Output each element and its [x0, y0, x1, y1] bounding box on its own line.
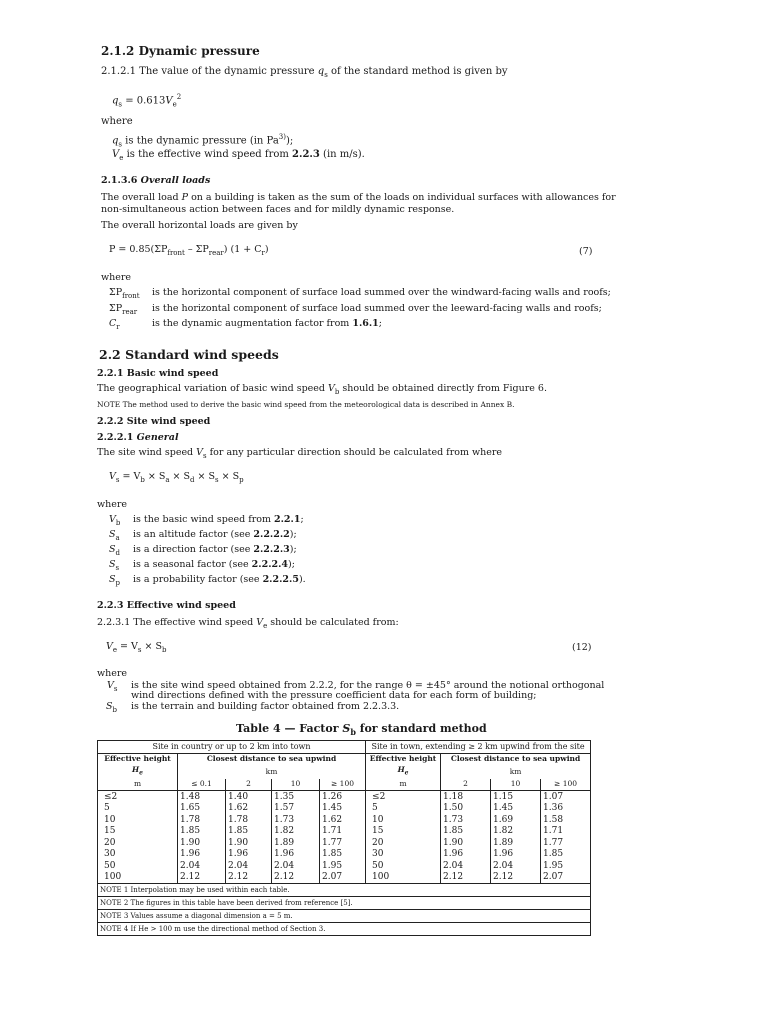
text: is the dynamic augmentation factor from — [152, 318, 353, 329]
subscript: p — [115, 578, 120, 587]
text: is an altitude factor (see — [133, 529, 254, 540]
symbol: V — [196, 447, 204, 458]
definition-text — [152, 318, 382, 329]
table-row — [98, 872, 591, 884]
symbol: V — [328, 383, 335, 394]
value-cell: 1.77 — [320, 837, 366, 849]
paragraph-line-2: non-simultaneous action between faces and for mildly dynamic response. — [101, 204, 455, 215]
value-cell: 1.18 — [441, 791, 491, 803]
reference: 2.2.2.4 — [251, 559, 289, 570]
subscript: rear — [122, 307, 138, 316]
height-cell: 5 — [98, 803, 178, 815]
text: × S — [218, 471, 240, 482]
value-cell: 1.35 — [272, 791, 320, 803]
subscript: s — [118, 100, 122, 109]
text: × S — [169, 471, 191, 482]
value-cell: 1.82 — [491, 826, 541, 838]
symbol: V — [109, 471, 116, 482]
text: = V — [117, 641, 138, 652]
section-heading-2-1-3-6 — [101, 175, 210, 186]
symbol: q — [317, 66, 325, 77]
height-cell: 30 — [366, 849, 441, 861]
table-header-row — [98, 765, 591, 779]
text: is a probability factor (see — [133, 574, 263, 585]
symbol: H — [132, 765, 140, 774]
value-cell: 1.40 — [226, 791, 272, 803]
note-row — [98, 897, 591, 910]
subscript: s — [203, 451, 207, 460]
reference: 1.6.1 — [352, 318, 379, 329]
distance-header: 10 — [272, 779, 320, 791]
value-cell: 2.12 — [226, 872, 272, 884]
subscript: e — [119, 154, 124, 162]
subscript: b — [140, 475, 145, 484]
text: ); — [289, 529, 297, 540]
value-cell: 1.57 — [272, 803, 320, 815]
definition-text — [133, 544, 297, 555]
value-cell: 1.89 — [491, 837, 541, 849]
reference: 2.2.2.2 — [253, 529, 290, 540]
table-row — [98, 860, 591, 872]
value-cell: 1.71 — [320, 826, 366, 838]
value-cell: 1.73 — [272, 814, 320, 826]
subscript: b — [112, 705, 117, 714]
value-cell: 2.04 — [226, 860, 272, 872]
text: of the standard method is given by — [327, 66, 508, 77]
text: (in m/s). — [319, 149, 365, 160]
table-header-row — [98, 741, 591, 754]
value-cell: 1.77 — [541, 837, 591, 849]
symbol: S — [106, 701, 113, 712]
text: is the effective wind speed from — [123, 149, 293, 160]
superscript: 3) — [278, 133, 286, 141]
symbol: P — [181, 192, 189, 203]
text: The overall load — [101, 192, 182, 203]
value-cell: 1.15 — [491, 791, 541, 803]
distance-header: ≤ 0.1 — [178, 779, 226, 791]
distance-header: 2 — [441, 779, 491, 791]
height-cell: 100 — [98, 872, 178, 884]
distance-header: ≥ 100 — [320, 779, 366, 791]
value-cell: 1.89 — [272, 837, 320, 849]
value-cell: 1.78 — [178, 814, 226, 826]
height-cell: 30 — [98, 849, 178, 861]
value-cell: 1.85 — [441, 826, 491, 838]
symbol: ΣP — [109, 287, 123, 298]
subscript: s — [115, 475, 120, 484]
title: Overall loads — [140, 175, 211, 186]
value-cell: 1.90 — [441, 837, 491, 849]
definition-symbol — [109, 514, 120, 527]
superscript: 2 — [176, 93, 182, 101]
text: ; — [300, 514, 304, 525]
equation-effective-wind-speed — [106, 641, 167, 654]
equation-number-7: (7) — [579, 246, 593, 257]
value-cell: 2.12 — [272, 872, 320, 884]
symbol: S — [342, 722, 351, 735]
he-symbol — [366, 765, 441, 779]
group-header-town: Site in town, extending ≥ 2 km upwind from the site — [366, 741, 591, 754]
table-row — [98, 803, 591, 815]
where-label: where — [101, 116, 133, 127]
effective-height-header: Effective height — [98, 753, 178, 765]
symbol: C — [109, 318, 117, 329]
value-cell: 1.58 — [541, 814, 591, 826]
distance-header: 2 — [226, 779, 272, 791]
text: × S — [194, 471, 216, 482]
symbol: V — [165, 95, 173, 107]
value-cell: 1.07 — [541, 791, 591, 803]
symbol: q — [112, 95, 119, 107]
definition-symbol — [109, 574, 120, 587]
subscript: d — [115, 548, 120, 557]
subscript: s — [118, 140, 122, 149]
value-cell: 1.62 — [226, 803, 272, 815]
subscript: rear — [208, 248, 224, 257]
text: 2.2.3.1 The effective wind speed — [97, 617, 257, 628]
subscript: r — [261, 248, 265, 257]
value-cell: 1.85 — [178, 826, 226, 838]
height-cell: 20 — [98, 837, 178, 849]
table-note: NOTE 2 The figures in this table have been derived from reference [5]. — [98, 897, 591, 910]
definition-ve — [112, 149, 365, 162]
where-label: where — [97, 668, 128, 679]
value-cell: 2.04 — [178, 860, 226, 872]
height-cell: 50 — [366, 860, 441, 872]
value-cell: 1.96 — [272, 849, 320, 861]
definition-symbol — [107, 680, 117, 693]
subscript: e — [404, 769, 409, 777]
table-notes — [98, 884, 591, 936]
paragraph-2-2-3-1 — [97, 617, 399, 630]
text: ); — [285, 135, 294, 147]
closest-distance-header: Closest distance to sea upwind — [178, 753, 366, 765]
value-cell: 2.07 — [320, 872, 366, 884]
value-cell: 1.73 — [441, 814, 491, 826]
number: 2.2.2.1 — [97, 432, 137, 443]
definition-symbol — [109, 529, 120, 542]
value-cell: 1.85 — [541, 849, 591, 861]
text: should be calculated from: — [267, 617, 399, 628]
subscript: s — [113, 684, 118, 693]
subscript: d — [190, 475, 195, 484]
text: ); — [289, 544, 297, 555]
definition-text: is the terrain and building factor obtained from 2.2.3.3. — [131, 701, 400, 712]
reference: 2.2.1 — [274, 514, 301, 525]
definition-symbol — [109, 318, 120, 331]
definition-symbol — [106, 701, 117, 714]
subscript: e — [263, 621, 268, 630]
section-heading-2-2: 2.2 Standard wind speeds — [99, 347, 279, 362]
paragraph-line-1 — [101, 192, 616, 203]
subscript: s — [215, 475, 219, 484]
value-cell: 1.48 — [178, 791, 226, 803]
value-cell: 2.04 — [272, 860, 320, 872]
symbol: V — [112, 149, 120, 160]
definition-text — [133, 529, 297, 540]
value-cell: 1.26 — [320, 791, 366, 803]
table-row — [98, 814, 591, 826]
value-cell: 2.12 — [441, 872, 491, 884]
text: × S — [144, 471, 166, 482]
table-row — [98, 826, 591, 838]
definition-text: wind directions defined with the pressure coefficient data for each form of building; — [131, 690, 537, 701]
subscript: b — [334, 387, 340, 396]
subscript: b — [350, 727, 356, 738]
value-cell: 1.45 — [491, 803, 541, 815]
number: 2.1.3.6 — [101, 175, 141, 186]
value-cell: 1.90 — [178, 837, 226, 849]
symbol: H — [397, 765, 405, 774]
note-row — [98, 923, 591, 936]
height-cell: 10 — [98, 814, 178, 826]
section-heading-2-2-1: 2.2.1 Basic wind speed — [97, 368, 219, 379]
value-cell: 1.45 — [320, 803, 366, 815]
value-cell: 1.62 — [320, 814, 366, 826]
where-label: where — [101, 272, 132, 283]
value-cell: 1.50 — [441, 803, 491, 815]
height-cell: 50 — [98, 860, 178, 872]
text: 2.1.2.1 The value of the dynamic pressure — [101, 66, 318, 77]
text: = 0.613 — [125, 95, 166, 107]
table-header-row — [98, 753, 591, 765]
value-cell: 1.96 — [491, 849, 541, 861]
table-note: NOTE 3 Values assume a diagonal dimension a = 5 m. — [98, 910, 591, 923]
definition-symbol — [109, 544, 120, 557]
text: ). — [298, 574, 306, 585]
text: ) (1 + C — [223, 244, 262, 255]
text: × S — [141, 641, 163, 652]
paragraph-2-1-2-1 — [101, 66, 508, 79]
subscript: front — [167, 248, 185, 257]
symbol: S — [109, 529, 116, 540]
equation-site-wind-speed — [109, 471, 244, 484]
text: P = 0.85(ΣP — [109, 244, 168, 255]
value-cell: 1.78 — [226, 814, 272, 826]
value-cell: 2.07 — [541, 872, 591, 884]
factor-sb-table — [97, 740, 591, 936]
section-heading-2-2-3: 2.2.3 Effective wind speed — [97, 600, 236, 611]
definition-text — [133, 574, 306, 585]
effective-height-header: Effective height — [366, 753, 441, 765]
reference: 2.2.2.5 — [262, 574, 299, 585]
paragraph-2-2-2-1 — [97, 447, 502, 460]
height-cell: ≤2 — [366, 791, 441, 803]
subscript: a — [165, 475, 170, 484]
subscript: s — [115, 563, 120, 572]
height-cell: 10 — [366, 814, 441, 826]
he-symbol — [98, 765, 178, 779]
text: ); — [288, 559, 295, 570]
symbol: S — [109, 574, 116, 585]
subscript: e — [172, 100, 177, 109]
symbol: V — [106, 641, 113, 652]
text: for standard method — [355, 722, 487, 735]
distance-header: ≥ 100 — [541, 779, 591, 791]
height-cell: ≤2 — [98, 791, 178, 803]
subscript: r — [116, 322, 120, 331]
text: The geographical variation of basic wind speed — [97, 383, 329, 394]
value-cell: 1.85 — [320, 849, 366, 861]
definition-text: is the horizontal component of surface load summed over the leeward-facing walls and roofs; — [152, 303, 602, 314]
text: for any particular direction should be calculated from where — [206, 447, 503, 458]
value-cell: 1.96 — [226, 849, 272, 861]
value-cell: 1.65 — [178, 803, 226, 815]
table-caption — [236, 722, 487, 737]
table-row — [98, 837, 591, 849]
value-cell: 1.69 — [491, 814, 541, 826]
symbol: S — [109, 544, 116, 555]
subscript: a — [115, 533, 120, 542]
text: is a direction factor (see — [133, 544, 254, 555]
table-header-row — [98, 779, 591, 791]
value-cell: 1.36 — [541, 803, 591, 815]
height-cell: 15 — [366, 826, 441, 838]
subscript: e — [139, 769, 143, 777]
text: is a seasonal factor (see — [133, 559, 252, 570]
table-row — [98, 791, 591, 803]
paragraph-2-2-1 — [97, 383, 547, 396]
value-cell: 1.95 — [541, 860, 591, 872]
unit-m: m — [98, 779, 178, 791]
value-cell: 2.12 — [178, 872, 226, 884]
value-cell: 1.90 — [226, 837, 272, 849]
definition-symbol — [109, 303, 137, 316]
group-header-country: Site in country or up to 2 km into town — [98, 741, 366, 754]
table-note: NOTE 4 If He > 100 m use the directional method of Section 3. — [98, 923, 591, 936]
symbol: V — [256, 617, 264, 628]
value-cell: 1.95 — [320, 860, 366, 872]
text: Table 4 — Factor — [236, 722, 343, 735]
note-row — [98, 884, 591, 897]
value-cell: 2.04 — [441, 860, 491, 872]
text: on a building is taken as the sum of the loads on individual surfaces with allowances for — [188, 192, 616, 203]
value-cell: 1.96 — [178, 849, 226, 861]
section-heading-2-1-2: 2.1.2 Dynamic pressure — [101, 44, 260, 58]
definition-text: is the horizontal component of surface load summed over the windward-facing walls and roofs; — [152, 287, 611, 298]
text: is the dynamic pressure (in Pa — [122, 135, 279, 147]
definition-qs — [112, 133, 293, 148]
value-cell: 2.12 — [491, 872, 541, 884]
symbol: S — [109, 559, 116, 570]
equation-number-12: (12) — [572, 642, 592, 653]
value-cell: 2.04 — [491, 860, 541, 872]
text: ; — [378, 318, 382, 329]
symbol: V — [109, 514, 116, 525]
subscript: p — [239, 475, 244, 484]
section-heading-2-2-2: 2.2.2 Site wind speed — [97, 416, 211, 427]
definition-text — [133, 514, 304, 525]
definition-text: is the site wind speed obtained from 2.2.2, for the range θ = ±45° around the notional orthogonal — [131, 680, 605, 691]
definition-text — [133, 559, 295, 570]
subscript: s — [137, 645, 142, 654]
text: ) — [264, 244, 269, 255]
table-row — [98, 849, 591, 861]
where-label: where — [97, 499, 128, 510]
unit-m: m — [366, 779, 441, 791]
height-cell: 5 — [366, 803, 441, 815]
equation-overall-load — [109, 244, 269, 257]
definition-symbol — [109, 559, 119, 572]
text: is the basic wind speed from — [133, 514, 275, 525]
subscript: e — [112, 645, 118, 654]
height-cell: 20 — [366, 837, 441, 849]
subscript: s — [324, 71, 328, 79]
symbol: q — [112, 135, 119, 147]
subscript: front — [122, 291, 140, 300]
subscript: b — [162, 645, 167, 654]
title: General — [136, 432, 179, 443]
text: = V — [119, 471, 141, 482]
table-note: NOTE 1 Interpolation may be used within each table. — [98, 884, 591, 897]
value-cell: 1.96 — [441, 849, 491, 861]
note-2-2-1: NOTE The method used to derive the basic wind speed from the meteorological data is described in Annex B. — [97, 400, 515, 409]
text: should be obtained directly from Figure 6. — [339, 383, 547, 394]
unit-km: km — [178, 765, 366, 779]
value-cell: 1.85 — [226, 826, 272, 838]
definition-symbol — [109, 287, 140, 300]
value-cell: 1.71 — [541, 826, 591, 838]
note-row — [98, 910, 591, 923]
unit-km: km — [441, 765, 591, 779]
section-heading-2-2-2-1 — [97, 432, 179, 443]
height-cell: 100 — [366, 872, 441, 884]
closest-distance-header: Closest distance to sea upwind — [441, 753, 591, 765]
symbol: V — [107, 680, 114, 691]
distance-header: 10 — [491, 779, 541, 791]
reference: 2.2.2.3 — [253, 544, 290, 555]
symbol: ΣP — [109, 303, 123, 314]
text: The site wind speed — [97, 447, 197, 458]
table-body — [98, 791, 591, 884]
reference: 2.2.3 — [292, 149, 320, 160]
equation-dynamic-pressure — [112, 93, 181, 108]
subscript: b — [115, 518, 121, 527]
height-cell: 15 — [98, 826, 178, 838]
text: – ΣP — [184, 244, 209, 255]
paragraph-line-3: The overall horizontal loads are given by — [101, 220, 298, 231]
value-cell: 1.82 — [272, 826, 320, 838]
